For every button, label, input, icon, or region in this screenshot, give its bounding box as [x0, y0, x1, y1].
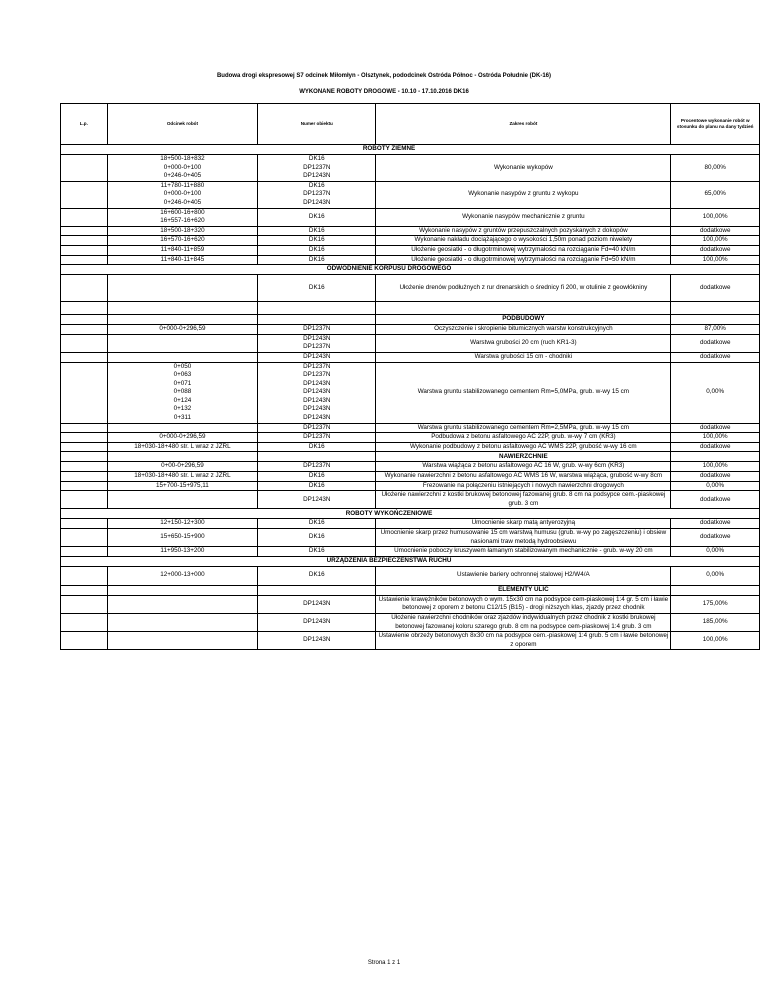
cell-odcinek: 0+050 0+063 0+071 0+088 0+124 0+132 0+311: [107, 362, 258, 423]
cell-odcinek: 11+780-11+880 0+000-0+100 0+246-0+405: [107, 181, 258, 208]
page-number: Strona 1 z 1: [367, 960, 401, 966]
cell-procent: 100,00%: [671, 208, 760, 226]
col-lp: L.p.: [61, 104, 108, 145]
cell-numer: DP1243N: [258, 491, 376, 509]
section-row: [61, 556, 760, 566]
col-procent: Procentowe wykonanie robót w stosunku do planu na dany tydzień: [671, 104, 760, 145]
cell-numer: DK16 DP1237N DP1243N: [258, 155, 376, 182]
cell-zakres: Frezowanie na połączeniu istniejących i nowych nawierzchni drogowych: [376, 481, 671, 491]
document-title: Budowa drogi ekspresowej S7 odcinek Miłomłyn - Olsztynek, pododcinek Ostróda Północ - Ostróda Południe (DK-16): [216, 73, 552, 79]
table-row: [61, 334, 760, 352]
cell-odcinek: 12+150-12+300: [107, 519, 258, 529]
cell-odcinek: 15+650-15+900: [107, 529, 258, 547]
table-row: [61, 595, 760, 613]
cell-procent: 100,00%: [671, 462, 760, 472]
spacer-row: [61, 302, 760, 315]
cell-procent: 100,00%: [671, 236, 760, 246]
cell-procent: 100,00%: [671, 433, 760, 443]
table-row: [61, 208, 760, 226]
cell-zakres: Ułożenie drenów podłużnych z rur drenarskich o średnicy fi 200, w otulinie z geowłókniny: [376, 275, 671, 302]
table-row: [61, 423, 760, 433]
cell-odcinek: [107, 491, 258, 509]
cell-procent: 175,00%: [671, 595, 760, 613]
cell-numer: DK16: [258, 519, 376, 529]
table-row: [61, 472, 760, 482]
table-row: [61, 481, 760, 491]
cell-odcinek: 15+700-15+975,11: [107, 481, 258, 491]
table-row: [61, 275, 760, 302]
cell-odcinek: 0+000-0+296,59: [107, 325, 258, 335]
cell-numer: DP1243N: [258, 632, 376, 650]
cell-numer: DK16: [258, 255, 376, 265]
cell-odcinek: 11+840-11+845: [107, 255, 258, 265]
cell-procent: 80,00%: [671, 155, 760, 182]
cell-numer: DP1243N DP1237N: [258, 334, 376, 352]
section-row: [61, 145, 760, 155]
cell-procent: 100,00%: [671, 632, 760, 650]
cell-numer: DK16: [258, 275, 376, 302]
cell-odcinek: 18+500-18+320: [107, 226, 258, 236]
section-row: [61, 509, 760, 519]
cell-odcinek: 16+600-16+800 16+557-16+620: [107, 208, 258, 226]
cell-numer: DK16: [258, 442, 376, 452]
cell-numer: DK16: [258, 547, 376, 557]
cell-zakres: Ułożenie nawierzchni chodników oraz zjazdów indywidualnych przez chodnik z kostki brukowej betonowej fazowanej koloru szarego grub. 8 cm na podsypce cem-piaskowej 1:4 grub. 3 cm: [376, 613, 671, 631]
cell-odcinek: 18+500-18+832 0+000-0+100 0+246-0+405: [107, 155, 258, 182]
cell-zakres: Warstwa grubości 20 cm (ruch KR1-3): [376, 334, 671, 352]
cell-procent: 0,00%: [671, 547, 760, 557]
table-row: [61, 632, 760, 650]
cell-odcinek: 0+00-0+296,59: [107, 462, 258, 472]
cell-procent: dodatkowe: [671, 529, 760, 547]
cell-numer: DK16: [258, 208, 376, 226]
cell-procent: 87,00%: [671, 325, 760, 335]
cell-zakres: Wykonanie podbudowy z betonu asfaltowego AC WMS 22P, grubość w-wy 16 cm: [376, 442, 671, 452]
table-row: [61, 236, 760, 246]
cell-odcinek: [107, 632, 258, 650]
table-row: [61, 155, 760, 182]
cell-procent: 100,00%: [671, 255, 760, 265]
cell-zakres: Warstwa gruntu stabilizowanego cementem Rm=5,0MPa, grub. w-wy 15 cm: [376, 362, 671, 423]
table-row: [61, 226, 760, 236]
cell-procent: dodatkowe: [671, 519, 760, 529]
table-row: [61, 566, 760, 585]
cell-zakres: Wykonanie nawierzchni z betonu asfaltowego AC WMS 16 W, warstwa wiążąca, grubość w-wy 8cm: [376, 472, 671, 482]
cell-numer: DP1237N: [258, 423, 376, 433]
table-row: [61, 547, 760, 557]
cell-odcinek: [107, 595, 258, 613]
cell-odcinek: 18+030-18+480 str. L wraz z JZRL: [107, 442, 258, 452]
cell-odcinek: 16+570-16+620: [107, 236, 258, 246]
cell-procent: 185,00%: [671, 613, 760, 631]
cell-zakres: Wykonanie nasypów z gruntów przepuszczalnych pozyskanych z dokopów: [376, 226, 671, 236]
cell-zakres: Warstwa grubości 15 cm - chodniki: [376, 352, 671, 362]
cell-zakres: Wykonanie nasypów z gruntu z wykopu: [376, 181, 671, 208]
cell-numer: DP1237N: [258, 325, 376, 335]
cell-zakres: Ułożenie geosiatki - o długotrminowej wytrzymałości na rozciąganie Fd=50 kN/m: [376, 255, 671, 265]
section-row: [61, 585, 760, 595]
cell-odcinek: 11+950-13+200: [107, 547, 258, 557]
cell-zakres: Podbudowa z betonu asfaltowego AC 22P, grub. w-wy 7 cm (KR3): [376, 433, 671, 443]
cell-numer: DK16: [258, 566, 376, 585]
table-row: [61, 529, 760, 547]
document-subtitle: WYKONANE ROBOTY DROGOWE - 10.10 - 17.10.2016 DK16: [299, 89, 469, 95]
cell-procent: dodatkowe: [671, 334, 760, 352]
table-row: [61, 491, 760, 509]
cell-procent: dodatkowe: [671, 423, 760, 433]
section-wykonczeniowe: ROBOTY WYKOŃCZENIOWE: [107, 509, 671, 519]
cell-numer: DK16: [258, 481, 376, 491]
cell-odcinek: 11+840-11+859: [107, 245, 258, 255]
cell-zakres: Umocnienie skarp matą antyerozyjną: [376, 519, 671, 529]
cell-odcinek: [107, 613, 258, 631]
table-row: [61, 462, 760, 472]
section-roboty-ziemne: ROBOTY ZIEMNE: [107, 145, 671, 155]
cell-zakres: Umocnienie poboczy kruszywem łamanym stabilizowanym mechanicznie - grub. w-wy 20 cm: [376, 547, 671, 557]
cell-zakres: Umocnienie skarp przez humusowanie 15 cm warstwą humusu (grub. w-wy po zagęszczeniu) i obsiew nasionami traw metodą hydroobsiewu: [376, 529, 671, 547]
table-row: [61, 519, 760, 529]
cell-procent: 0,00%: [671, 362, 760, 423]
table-row: [61, 255, 760, 265]
cell-procent: dodatkowe: [671, 442, 760, 452]
cell-numer: DP1243N: [258, 352, 376, 362]
cell-odcinek: 18+030-18+480 str. L wraz z JZRL: [107, 472, 258, 482]
cell-zakres: Warstwa gruntu stabilizowanego cementem Rm=2,5MPa, grub. w-wy 15 cm: [376, 423, 671, 433]
section-row: [61, 265, 760, 275]
table-row: [61, 433, 760, 443]
cell-numer: DP1237N: [258, 433, 376, 443]
cell-zakres: Wykonanie nasypów mechanicznie z gruntu: [376, 208, 671, 226]
cell-odcinek: 12+000-13+000: [107, 566, 258, 585]
cell-zakres: Ustawienie bariery ochronnej stalowej H2/W4/A: [376, 566, 671, 585]
cell-procent: 0,00%: [671, 566, 760, 585]
cell-procent: dodatkowe: [671, 352, 760, 362]
cell-zakres: Ułożenie nawierzchni z kostki brukowej betonowej fazowanej grub. 8 cm na podsypce cem.-piaskowej grub. 3 cm: [376, 491, 671, 509]
section-row: [61, 315, 760, 325]
table-row: [61, 362, 760, 423]
table-header: [61, 104, 760, 145]
table-row: [61, 613, 760, 631]
cell-numer: DK16: [258, 236, 376, 246]
table-row: [61, 442, 760, 452]
works-table: [60, 103, 760, 650]
cell-procent: 0,00%: [671, 481, 760, 491]
cell-numer: DP1243N: [258, 613, 376, 631]
cell-numer: DK16: [258, 245, 376, 255]
section-row: [61, 452, 760, 462]
cell-procent: dodatkowe: [671, 226, 760, 236]
cell-zakres: Ułożenie geosiatki - o długotrminowej wytrzymałości na rozciąganie Fd=40 kN/m: [376, 245, 671, 255]
cell-zakres: Oczyszczenie i skropienie bitumicznych warstw konstrukcyjnych: [376, 325, 671, 335]
section-podbudowy: PODBUDOWY: [376, 315, 671, 325]
cell-odcinek: 0+000-0+296,59: [107, 433, 258, 443]
cell-numer: DP1237N: [258, 462, 376, 472]
cell-odcinek: [107, 423, 258, 433]
cell-numer: DK16 DP1237N DP1243N: [258, 181, 376, 208]
table-row: [61, 181, 760, 208]
cell-procent: 65,00%: [671, 181, 760, 208]
cell-numer: DK16: [258, 226, 376, 236]
cell-zakres: Wykonanie nakładu dociążającego o wysokości 1,50m ponad poziom niwelety: [376, 236, 671, 246]
cell-procent: dodatkowe: [671, 245, 760, 255]
col-zakres: Zakres robót: [376, 104, 671, 145]
section-nawierzchnie: NAWIERZCHNIE: [376, 452, 671, 462]
col-numer: Numer obiektu: [258, 104, 376, 145]
section-urzadzenia: URZĄDZENIA BEZPIECZEŃSTWA RUCHU: [107, 556, 671, 566]
table-row: [61, 352, 760, 362]
cell-numer: DP1243N: [258, 595, 376, 613]
cell-zakres: Ustawienie obrzeży betonowych 8x30 cm na podsypce cem.-piaskowej 1:4 grub. 5 cm i ławie betonowej z oporem: [376, 632, 671, 650]
cell-procent: dodatkowe: [671, 491, 760, 509]
cell-procent: dodatkowe: [671, 472, 760, 482]
col-odcinek: Odcinek robót: [107, 104, 258, 145]
cell-numer: DK16: [258, 529, 376, 547]
table-row: [61, 245, 760, 255]
cell-numer: DK16: [258, 472, 376, 482]
section-elementy-ulic: ELEMENTY ULIC: [376, 585, 671, 595]
cell-odcinek: [107, 275, 258, 302]
table-row: [61, 325, 760, 335]
section-odwodnienie: ODWODNIENIE KORPUSU DROGOWEGO: [107, 265, 671, 275]
cell-zakres: Wykonanie wykopów: [376, 155, 671, 182]
cell-zakres: Warstwa wiążąca z betonu asfaltowego AC 16 W, grub. w-wy 6cm (KR3): [376, 462, 671, 472]
cell-zakres: Ustawienie krawężników betonowych o wym. 15x30 cm na podsypce cem-piaskowej 1:4 gr. 5 cm i ławie betonowej z oporem z betonu C12/15 (B15) - drogi niższych klas, zjazdy przez chodnik: [376, 595, 671, 613]
cell-procent: dodatkowe: [671, 275, 760, 302]
cell-numer: DP1237N DP1237N DP1243N DP1243N DP1243N DP1243N DP1243N: [258, 362, 376, 423]
